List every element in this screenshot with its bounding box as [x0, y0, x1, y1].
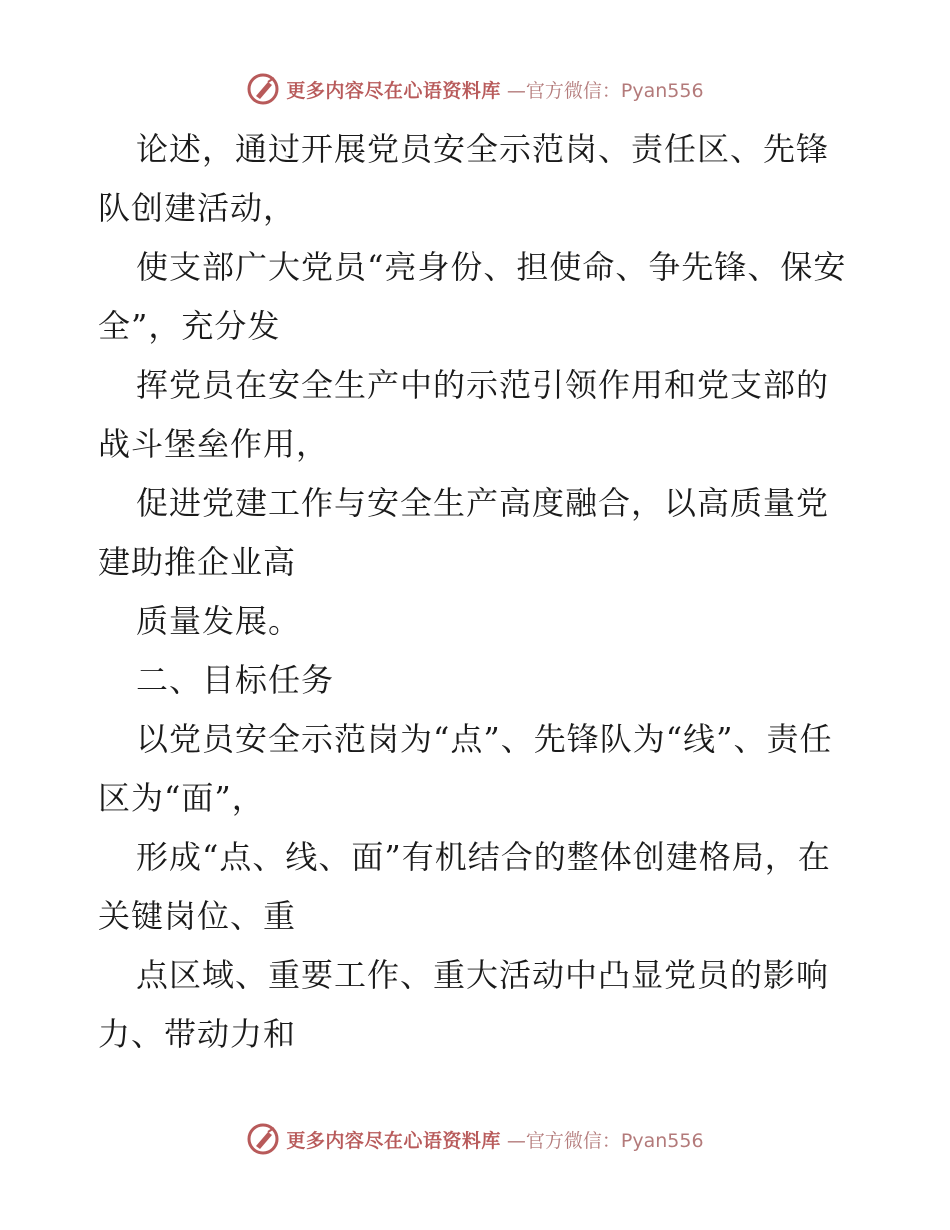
banner-wechat: —官方微信：Pyan556	[506, 79, 704, 102]
section-heading: 二、目标任务	[136, 661, 335, 699]
document-body	[98, 120, 858, 1064]
pen-logo-icon	[246, 72, 280, 106]
paragraph: 使支部广大党员“亮身份、担使命、争先锋、保安全”，充分发	[98, 248, 847, 345]
banner-wechat: —官方微信：Pyan556	[506, 1129, 704, 1152]
paragraph: 论述，通过开展党员安全示范岗、责任区、先锋队创建活动，	[98, 130, 830, 227]
paragraph: 质量发展。	[136, 602, 302, 640]
pen-logo-icon	[246, 1122, 280, 1156]
header-banner	[0, 72, 950, 106]
paragraph: 挥党员在安全生产中的示范引领作用和党支部的战斗堡垒作用，	[98, 366, 830, 463]
footer-banner	[0, 1122, 950, 1156]
paragraph: 点区域、重要工作、重大活动中凸显党员的影响力、带动力和	[98, 956, 830, 1053]
paragraph: 以党员安全示范岗为“点”、先锋队为“线”、责任区为“面”，	[98, 720, 833, 817]
paragraph: 促进党建工作与安全生产高度融合，以高质量党建助推企业高	[98, 484, 830, 581]
paragraph: 形成“点、线、面”有机结合的整体创建格局，在关键岗位、重	[98, 838, 831, 935]
banner-title: 更多内容尽在心语资料库	[286, 79, 501, 102]
banner-title: 更多内容尽在心语资料库	[286, 1129, 501, 1152]
